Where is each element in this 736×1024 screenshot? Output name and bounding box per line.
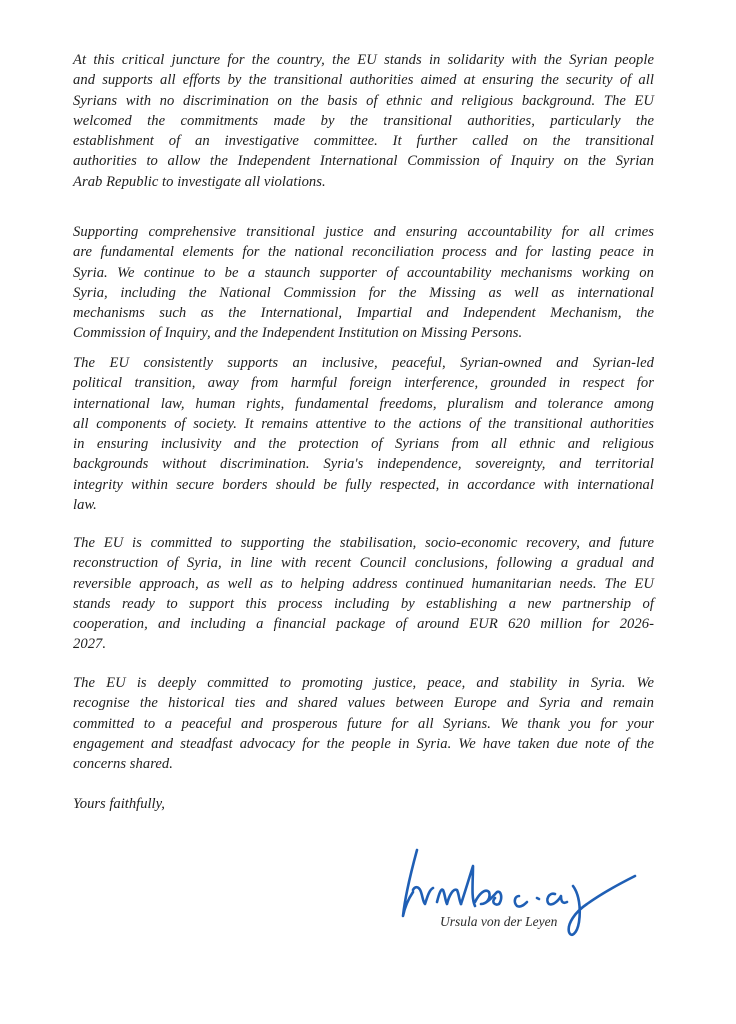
text-line: Arab Republic to investigate all violations. bbox=[73, 173, 326, 190]
text-line: Commission of Inquiry, and the Independent Institution on Missing Persons. bbox=[73, 325, 523, 342]
text-line: engagement and steadfast advocacy for the people in Syria. We have taken due note of the bbox=[73, 735, 654, 752]
text-line: At this critical juncture for the country, the EU stands in solidarity with the Syrian people bbox=[73, 52, 654, 68]
text-line: Syria, including the National Commission for the Missing as well as international bbox=[73, 284, 654, 301]
text-line: backgrounds without discrimination. Syria's independence, sovereignty, and territorial bbox=[73, 456, 654, 473]
text-line: The EU is committed to supporting the stabilisation, socio-economic recovery, and future bbox=[73, 535, 654, 551]
text-line: recognise the historical ties and shared values between Europe and Syria and remain bbox=[73, 695, 654, 712]
text-line: concerns shared. bbox=[73, 756, 173, 773]
text-line: welcomed the commitments made by the transitional authorities, particularly the bbox=[73, 112, 654, 129]
text-line: The EU consistently supports an inclusive, peaceful, Syrian-owned and Syrian-led bbox=[73, 355, 654, 371]
text-line: authorities to allow the Independent International Commission of Inquiry on the Syrian bbox=[73, 153, 654, 170]
text-line: integrity within secure borders should be fully respected, in accordance with international bbox=[73, 476, 654, 493]
text-line: are fundamental elements for the national reconciliation process and for lasting peace in bbox=[73, 244, 654, 261]
text-line: committed to a peaceful and prosperous future for all Syrians. We thank you for your bbox=[73, 715, 654, 732]
text-line: establishment of an investigative committee. It further called on the transitional bbox=[73, 133, 654, 150]
text-line: reversible approach, as well as to helping address continued humanitarian needs. The EU bbox=[73, 575, 654, 592]
text-line: political transition, away from harmful foreign interference, grounded in respect for bbox=[73, 375, 654, 392]
text-line: Syrians with no discrimination on the basis of ethnic and religious background. The EU bbox=[73, 92, 654, 109]
paragraph-reconstruction bbox=[73, 533, 654, 655]
text-line: law. bbox=[73, 497, 97, 514]
text-line: in ensuring inclusivity and the protection of Syrians from all ethnic and religious bbox=[73, 436, 654, 453]
paragraph-commitment bbox=[73, 673, 654, 774]
signatory-name: Ursula von der Leyen bbox=[440, 914, 558, 929]
text-line: all components of society. It remains attentive to the actions of the transitional authorities bbox=[73, 415, 654, 432]
closing-salutation: Yours faithfully, bbox=[73, 796, 165, 812]
text-line: The EU is deeply committed to promoting justice, peace, and stability in Syria. We bbox=[73, 675, 654, 691]
text-line: Syria. We continue to be a staunch supporter of accountability mechanisms working on bbox=[73, 264, 654, 281]
paragraph-solidarity bbox=[73, 50, 654, 192]
text-line: international law, human rights, fundamental freedoms, pluralism and tolerance among bbox=[73, 395, 654, 412]
text-line: reconstruction of Syria, in line with recent Council conclusions, following a gradual and bbox=[73, 555, 654, 572]
text-line: 2027. bbox=[73, 636, 107, 653]
text-line: mechanisms such as the International, Impartial and Independent Mechanism, the bbox=[73, 305, 654, 322]
text-line: and supports all efforts by the transitional authorities aimed at ensuring the security of all bbox=[73, 72, 654, 89]
text-line: Supporting comprehensive transitional justice and ensuring accountability for all crimes bbox=[73, 224, 654, 240]
paragraph-political-transition bbox=[73, 353, 654, 515]
text-line: cooperation, and including a financial package of around EUR 620 million for 2026- bbox=[73, 616, 654, 633]
text-line: stands ready to support this process including by establishing a new partnership of bbox=[73, 595, 654, 612]
paragraph-accountability bbox=[73, 222, 654, 344]
